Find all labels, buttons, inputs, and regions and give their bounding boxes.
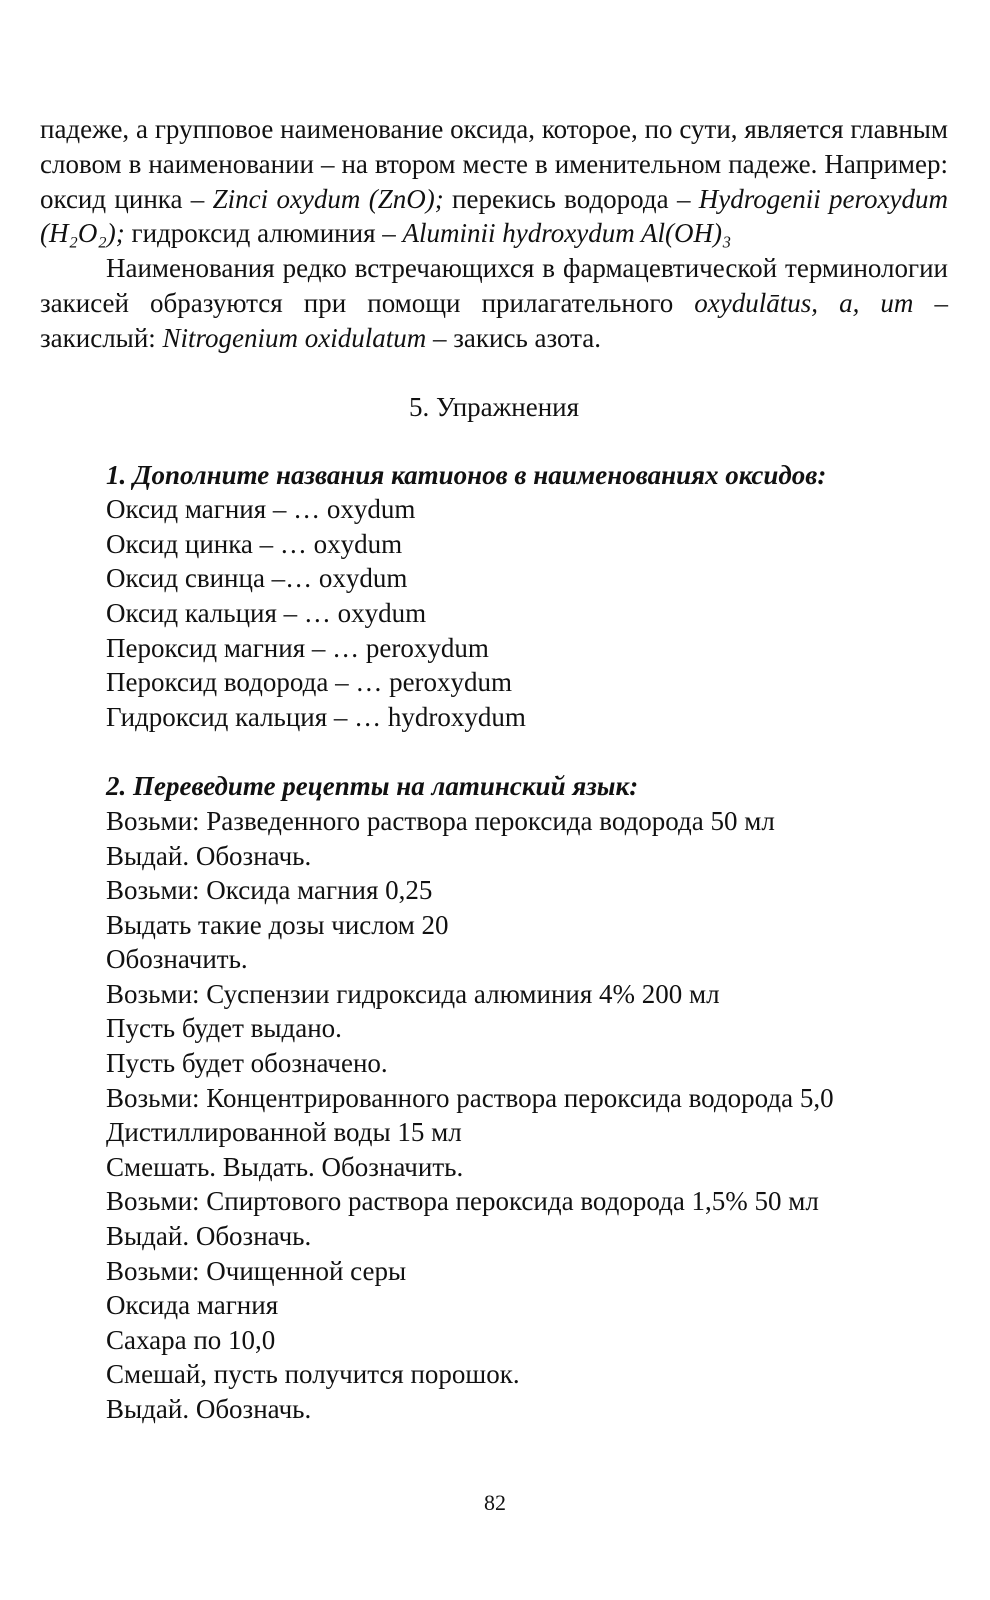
list-item: Возьми: Разведенного раствора пероксида водорода 50 мл <box>106 805 775 836</box>
text-run: перекись водорода – <box>443 183 699 214</box>
section-heading: 5. Упражнения <box>408 391 580 422</box>
list-item: Пероксид магния – … peroxydum <box>106 632 489 663</box>
list-item: Гидроксид кальция – … hydroxydum <box>106 701 526 732</box>
text-run: падеже, а групповое наименование оксида, которое, по сути, является главным словом в наименовании – на втором месте в именительном падеже. Например: оксид цинка – <box>40 114 948 214</box>
list-item: Оксид магния – … oxydum <box>106 494 416 525</box>
list-item: Выдай. Обозначь. <box>106 1394 312 1425</box>
text-run: – закись азота. <box>426 322 602 353</box>
list-item: Оксид кальция – … oxydum <box>106 597 427 628</box>
list-item: Возьми: Очищенной серы <box>106 1255 407 1286</box>
intro-paragraph-1 <box>40 112 948 251</box>
list-item: Возьми: Суспензии гидроксида алюминия 4% 200 мл <box>106 978 720 1009</box>
text-run: – закислый: <box>40 287 948 353</box>
list-item: Оксида магния <box>106 1290 279 1321</box>
list-item: Смешать. Выдать. Обозначить. <box>106 1151 464 1182</box>
list-item: Выдай. Обозначь. <box>106 1221 312 1252</box>
list-item: Пусть будет выдано. <box>106 1013 342 1044</box>
list-item: Возьми: Оксида магния 0,25 <box>106 875 433 906</box>
list-item: Смешай, пусть получится порошок. <box>106 1359 520 1390</box>
latin-term: Aluminii hydroxydum Al(OH)₃ <box>402 218 732 249</box>
list-item: Сахара по 10,0 <box>106 1324 276 1355</box>
exercise-1-list <box>106 492 948 734</box>
text-run: Наименования редко встречающихся в фармацевтической терминологии закисей образуются при помощи прилагательного <box>40 253 948 318</box>
list-item: Пероксид водорода – … peroxydum <box>106 667 513 698</box>
exercise-2-title: 2. Переведите рецепты на латинский язык: <box>106 771 639 802</box>
text-run: гидроксид алюминия – <box>124 218 403 249</box>
list-item: Возьми: Спиртового раствора пероксида водорода 1,5% 50 мл <box>106 1186 819 1217</box>
list-item: Оксид цинка – … oxydum <box>106 528 403 559</box>
latin-term: oxydulātus, a, um <box>694 287 914 318</box>
list-item: Выдать такие дозы числом 20 <box>106 909 449 940</box>
latin-term: Nitrogenium oxidulatum <box>162 322 427 353</box>
list-item: Обозначить. <box>106 944 248 975</box>
intro-paragraph-2 <box>40 251 948 355</box>
list-item: Оксид свинца –… oxydum <box>106 563 408 594</box>
list-item: Выдай. Обозначь. <box>106 840 312 871</box>
page-number: 82 <box>484 1490 506 1515</box>
exercise-2-list <box>106 804 948 1427</box>
latin-term: Zinci oxydum (ZnO); <box>212 183 444 214</box>
spacer <box>40 734 948 769</box>
list-item: Возьми: Концентрированного раствора пероксида водорода 5,0 <box>106 1082 834 1113</box>
list-item: Пусть будет обозначено. <box>106 1048 388 1079</box>
latin-term: Hydrogenii peroxydum (H₂O₂); <box>40 183 949 249</box>
page-content <box>40 112 948 1427</box>
list-item: Дистиллированной воды 15 мл <box>106 1117 462 1148</box>
exercise-1-title: 1. Дополните названия катионов в наименованиях оксидов: <box>106 459 827 490</box>
